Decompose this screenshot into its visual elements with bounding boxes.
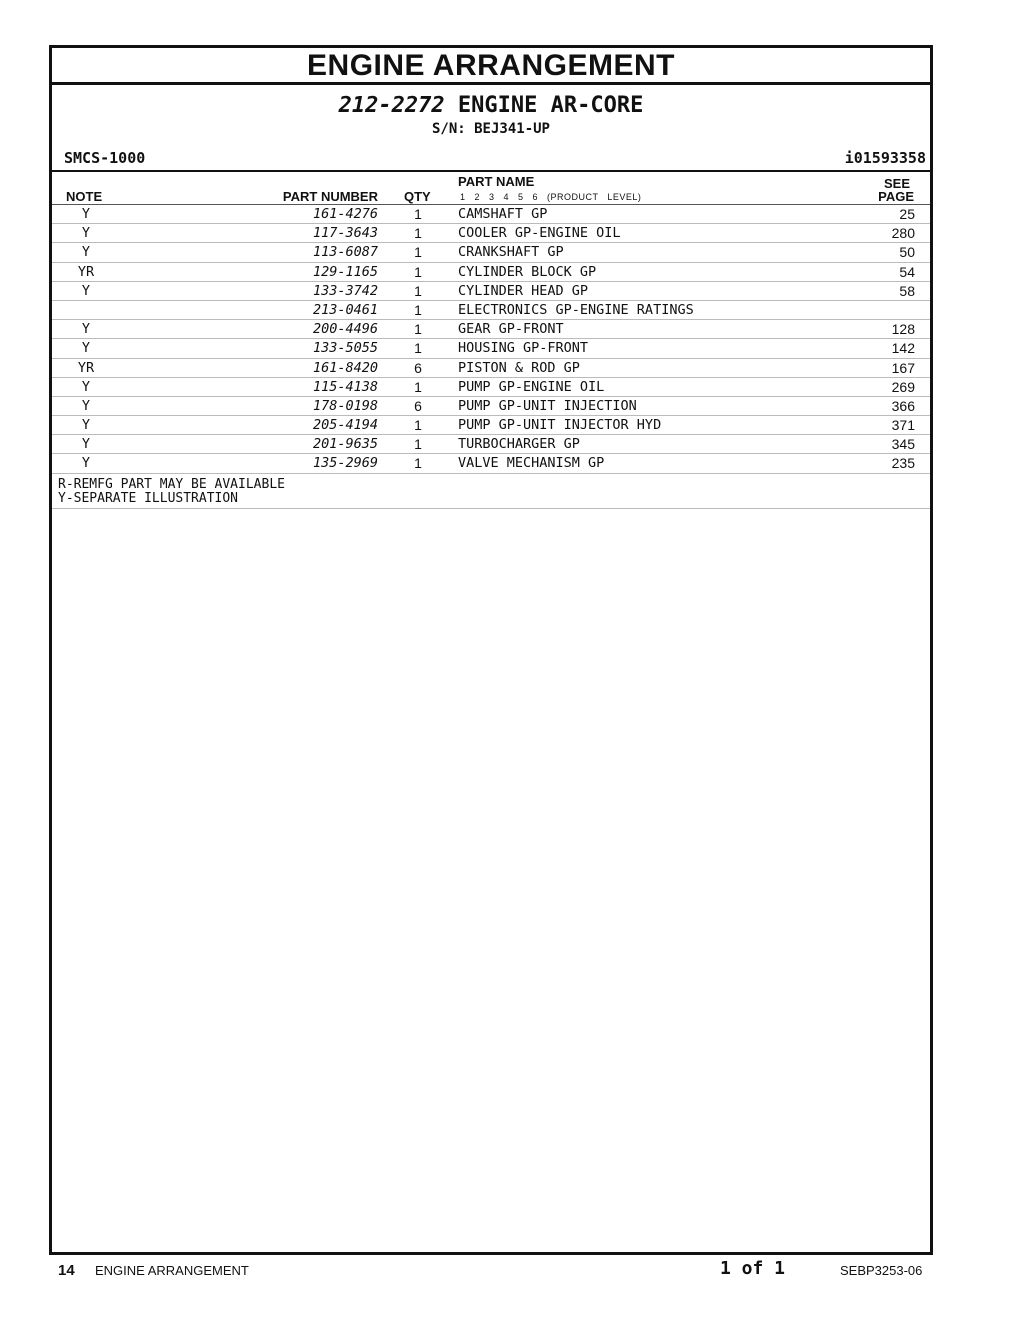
assembly-part-number: 212-2272 — [338, 93, 445, 118]
assembly-title — [52, 93, 930, 119]
row-see-page: 54 — [899, 263, 915, 280]
row-note: Y — [81, 321, 91, 338]
row-part-name: TURBOCHARGER GP — [458, 436, 580, 453]
table-row — [52, 282, 930, 301]
row-qty: 1 — [414, 378, 422, 395]
header-qty: QTY — [404, 189, 431, 204]
header-product-levels: 1 2 3 4 5 6 (PRODUCT LEVEL) — [460, 192, 642, 202]
row-see-page: 128 — [891, 321, 915, 338]
page-footer — [0, 1258, 1020, 1284]
parts-table-body — [52, 205, 930, 474]
row-qty: 1 — [414, 321, 422, 338]
row-note: Y — [81, 282, 91, 299]
row-qty: 1 — [414, 263, 422, 280]
footer-section-title: ENGINE ARRANGEMENT — [95, 1263, 249, 1278]
row-note: Y — [81, 225, 91, 242]
row-qty: 6 — [414, 397, 422, 414]
row-part-number: 135-2969 — [312, 455, 378, 472]
row-part-name: PUMP GP-ENGINE OIL — [458, 378, 605, 395]
row-part-name: CRANKSHAFT GP — [458, 244, 564, 261]
row-note: YR — [77, 263, 95, 280]
assembly-name: ENGINE AR-CORE — [457, 93, 644, 118]
illustration-id: i01593358 — [844, 149, 926, 167]
row-see-page: 142 — [891, 340, 915, 357]
row-see-page: 50 — [899, 244, 915, 261]
row-part-name: CYLINDER BLOCK GP — [458, 263, 597, 280]
header-note: NOTE — [66, 189, 103, 204]
notes-legend — [52, 474, 930, 509]
page-title: ENGINE ARRANGEMENT — [52, 48, 930, 85]
row-part-number: 115-4138 — [312, 378, 378, 395]
note-line: Y-SEPARATE ILLUSTRATION — [58, 490, 239, 506]
row-part-number: 213-0461 — [312, 301, 378, 318]
row-see-page: 235 — [891, 455, 915, 472]
row-see-page: 58 — [899, 282, 915, 299]
table-row — [52, 205, 930, 224]
table-row — [52, 359, 930, 378]
footer-page-number: 14 — [58, 1262, 75, 1279]
row-part-name: PISTON & ROD GP — [458, 359, 580, 376]
row-note: Y — [81, 417, 91, 434]
row-qty: 6 — [414, 359, 422, 376]
row-part-name: VALVE MECHANISM GP — [458, 455, 605, 472]
row-part-name: GEAR GP-FRONT — [458, 321, 564, 338]
parts-page-frame — [49, 45, 933, 1255]
footer-page-of: 1 of 1 — [720, 1258, 786, 1279]
table-row — [52, 378, 930, 397]
row-note: Y — [81, 378, 91, 395]
row-part-number: 113-6087 — [312, 244, 378, 261]
row-part-number: 129-1165 — [312, 263, 378, 280]
table-row — [52, 320, 930, 339]
row-qty: 1 — [414, 417, 422, 434]
row-see-page: 25 — [899, 206, 915, 222]
header-part-name: PART NAME — [458, 174, 535, 189]
table-row — [52, 416, 930, 435]
row-part-number: 161-8420 — [312, 359, 378, 376]
row-see-page: 280 — [891, 225, 915, 242]
row-qty: 1 — [414, 436, 422, 453]
row-part-number: 200-4496 — [312, 321, 378, 338]
row-part-name: COOLER GP-ENGINE OIL — [458, 225, 621, 242]
header-page: PAGE — [878, 189, 914, 204]
smcs-code: SMCS-1000 — [64, 149, 146, 167]
row-note: Y — [81, 455, 91, 472]
table-row — [52, 339, 930, 358]
row-see-page: 167 — [891, 359, 915, 376]
row-qty: 1 — [414, 282, 422, 299]
note-line: R-REMFG PART MAY BE AVAILABLE — [58, 476, 285, 492]
row-qty: 1 — [414, 340, 422, 357]
row-qty: 1 — [414, 225, 422, 242]
row-part-number: 133-5055 — [312, 340, 378, 357]
row-part-name: CAMSHAFT GP — [458, 206, 548, 222]
table-row — [52, 397, 930, 416]
row-part-name: CYLINDER HEAD GP — [458, 282, 589, 299]
row-part-number: 205-4194 — [312, 417, 378, 434]
table-row — [52, 224, 930, 243]
row-note: YR — [77, 359, 95, 376]
row-note: Y — [81, 206, 91, 222]
row-qty: 1 — [414, 301, 422, 318]
row-note: Y — [81, 244, 91, 261]
row-see-page: 345 — [891, 436, 915, 453]
row-part-number: 178-0198 — [312, 397, 378, 414]
row-part-number: 117-3643 — [312, 225, 378, 242]
table-row — [52, 301, 930, 320]
header-part-number: PART NUMBER — [282, 189, 378, 204]
table-row — [52, 454, 930, 473]
row-part-number: 201-9635 — [312, 436, 378, 453]
row-see-page: 371 — [891, 417, 915, 434]
row-note: Y — [81, 397, 91, 414]
row-part-name: PUMP GP-UNIT INJECTOR HYD — [458, 417, 662, 434]
row-part-name: HOUSING GP-FRONT — [458, 340, 589, 357]
row-part-name: PUMP GP-UNIT INJECTION — [458, 397, 637, 414]
row-qty: 1 — [414, 206, 422, 222]
table-header — [52, 172, 930, 205]
row-note: Y — [81, 436, 91, 453]
footer-document-id: SEBP3253-06 — [840, 1263, 923, 1278]
row-part-number: 133-3742 — [312, 282, 378, 299]
row-qty: 1 — [414, 455, 422, 472]
row-note: Y — [81, 340, 91, 357]
table-row — [52, 243, 930, 262]
table-row — [52, 435, 930, 454]
header-see: SEE — [883, 176, 910, 191]
table-row — [52, 263, 930, 282]
row-see-page: 269 — [891, 378, 915, 395]
row-part-number: 161-4276 — [312, 206, 378, 222]
serial-number: S/N: BEJ341-UP — [431, 121, 550, 137]
row-see-page: 366 — [891, 397, 915, 414]
row-part-name: ELECTRONICS GP-ENGINE RATINGS — [458, 301, 694, 318]
row-qty: 1 — [414, 244, 422, 261]
reference-row — [52, 146, 930, 172]
